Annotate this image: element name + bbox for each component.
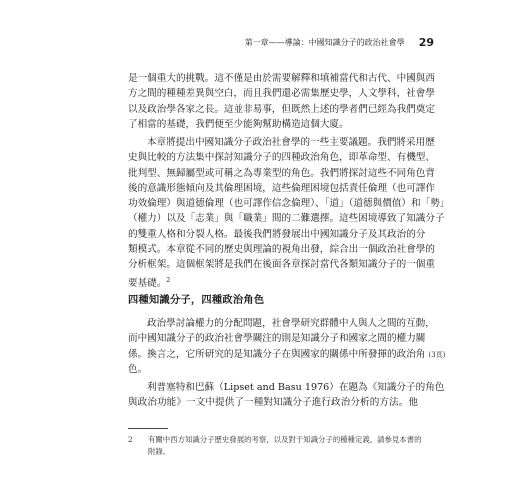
text-line-last: 要基礎。 xyxy=(128,277,167,289)
margin-page-note: (3頁) xyxy=(428,350,446,359)
text-line: 史與比較的方法集中探討知識分子的四種政治角色，即革命型、有機型、 xyxy=(128,152,435,164)
paragraph-1 xyxy=(128,71,435,132)
paragraph-2 xyxy=(128,135,450,289)
text-line: 後的意識形態傾向及其倫理困境，這些倫理困境包括責任倫理（也可譯作 xyxy=(128,182,435,194)
footnote-rule xyxy=(128,428,168,429)
text-line: 是一個重大的挑戰。這不僅是由於需要解釋和填補當代和古代、中國與西 xyxy=(128,73,435,84)
paragraph-4 xyxy=(128,380,445,411)
text-line: 類模式。本章從不同的歷史與理論的視角出發，綜合出一個政治社會學的 xyxy=(128,244,435,256)
text-line: 了相當的基礎，我們便至少能夠幫助構造這個大廈。 xyxy=(128,118,349,130)
footnote-line: 有關中西方知識分子歷史發展的考察，以及對于知識分子的種種定義，請參見本書的 xyxy=(148,435,422,444)
text-line xyxy=(128,273,418,288)
running-title: 第一章——導論：中國知識分子的政治社會學 xyxy=(244,38,405,47)
text-line: 本章將提出中國知識分子政治社會學的一些主要議題。我們將采用歷 xyxy=(147,137,435,148)
footnote-line: 附錄。 xyxy=(148,446,171,456)
running-header xyxy=(244,36,434,49)
text-line: 與政治功能》一文中提供了一種對知識分子進行政治分析的方法。他 xyxy=(128,397,418,409)
text-line: 以及政治學各家之長。這並非易事，但既然上述的學者們已經為我們奠定 xyxy=(128,103,435,115)
text-line: 色。 xyxy=(128,363,148,375)
footnote xyxy=(128,434,422,457)
footnote-ref[interactable]: 2 xyxy=(166,276,171,284)
text-line: 分析框架。這個框架將是我們在後面各章探討當代各類知識分子的一個重 xyxy=(128,259,435,271)
footnote-number: 2 xyxy=(128,435,133,444)
text-line: 的雙重人格和分裂人格。最後我們將發展出中國知識分子及其政治的分 xyxy=(128,228,426,240)
text-line xyxy=(128,347,446,362)
text-line: 而中國知識分子的政治社會學關注的則是知識分子和國家之間的權力關 xyxy=(128,333,426,345)
text-line: 批判型、無歸屬型或可稱之為專業型的角色。我們將探討這些不同角色背 xyxy=(128,167,435,179)
text-line: 功效倫理）與道德倫理（也可譯作信念倫理）、「道」（道德與價值）和「勢」 xyxy=(128,198,450,210)
text-line: （權力）以及「志業」與「職業」間的二難選擇。這些困境導致了知識分子 xyxy=(128,213,445,225)
section-heading: 四種知識分子，四種政治角色 xyxy=(128,294,265,306)
text-line: 方之間的種種差異與空白，而且我們還必需集歷史學，人文學科，社會學 xyxy=(128,88,435,100)
text-line: 政治學討論權力的分配問題，社會學研究群體中人與人之間的互動， xyxy=(147,318,435,329)
text-line-main: 係。換言之，它所研究的是知識分子在與國家的關係中所發揮的政治角 xyxy=(128,348,426,360)
paragraph-3 xyxy=(128,316,446,377)
page-number: 29 xyxy=(418,36,434,49)
text-line: 利普塞特和巴蘇（Lipset and Basu 1976）在題為《知識分子的角色 xyxy=(147,382,445,393)
